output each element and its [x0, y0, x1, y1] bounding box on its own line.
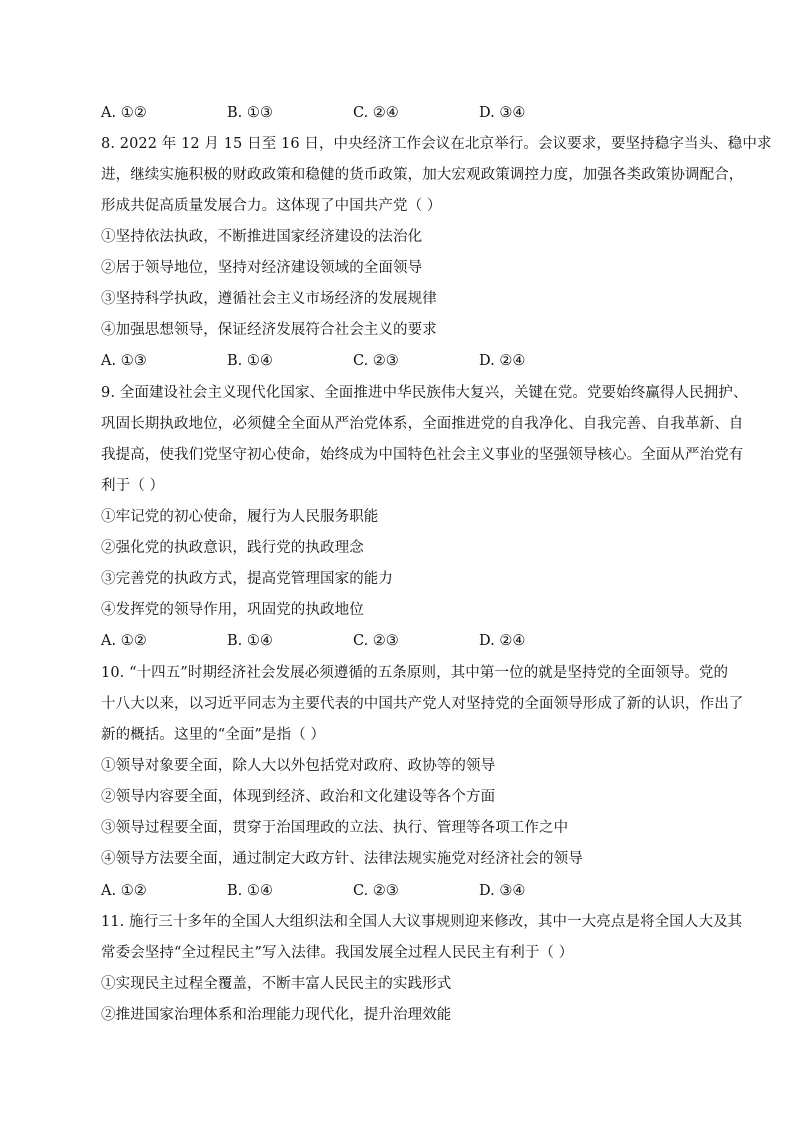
q9-stem-line-2: 巩固长期执政地位，必须健全全面从严治党体系，全面推进党的自我净化、自我完善、自我革新、自 [101, 416, 744, 432]
q8-item-2: ②居于领导地位，坚持对经济建设领域的全面领导 [101, 260, 423, 276]
q8-item-1: ①坚持依法执政，不断推进国家经济建设的法治化 [101, 229, 423, 245]
q10-options [101, 881, 701, 901]
q10-stem-line-1: 10. “十四五”时期经济社会发展必须遵循的五条原则，其中第一位的就是坚持党的全面领导。党的 [101, 665, 729, 681]
q10-stem-line-2: 十八大以来，以习近平同志为主要代表的中国共产党人对坚持党的全面领导形成了新的认识，作出了 [101, 696, 744, 712]
q9-item-4: ④发挥党的领导作用，巩固党的执政地位 [101, 602, 364, 618]
q9-option-d: D. ②④ [479, 633, 526, 649]
q7-option-b: B. ①③ [227, 105, 273, 121]
q8-item-3: ③坚持科学执政，遵循社会主义市场经济的发展规律 [101, 291, 437, 307]
q9-stem-line-1: 9. 全面建设社会主义现代化国家、全面推进中华民族伟大复兴，关键在党。党要始终赢得人民拥护、 [101, 385, 748, 401]
q11-item-2: ②推进国家治理体系和治理能力现代化，提升治理效能 [101, 1007, 452, 1023]
q8-options [101, 351, 701, 371]
q7-option-c: C. ②④ [353, 105, 399, 121]
q8-option-a: A. ①③ [101, 353, 147, 369]
q10-item-4: ④领导方法要全面，通过制定大政方针、法律法规实施党对经济社会的领导 [101, 851, 583, 867]
q8-item-4: ④加强思想领导，保证经济发展符合社会主义的要求 [101, 322, 437, 338]
q8-stem-line-3: 形成共促高质量发展合力。这体现了中国共产党（ ） [101, 198, 442, 214]
q11-stem-line-2: 常委会坚持“全过程民主”写入法律。我国发展全过程人民民主有利于（ ） [101, 945, 574, 961]
q9-stem-line-4: 利于（ ） [101, 478, 165, 494]
q9-stem-line-3: 我提高，使我们党坚守初心使命，始终成为中国特色社会主义事业的坚强领导核心。全面从严治党有 [101, 447, 744, 463]
q9-item-1: ①牢记党的初心使命，履行为人民服务职能 [101, 509, 379, 525]
q9-option-a: A. ①② [101, 633, 147, 649]
q10-option-d: D. ③④ [479, 883, 526, 899]
q8-option-d: D. ②④ [479, 353, 526, 369]
q7-options [101, 103, 701, 123]
q8-stem-line-2: 进，继续实施积极的财政政策和稳健的货币政策，加大宏观政策调控力度，加强各类政策协调配合， [101, 167, 744, 183]
q9-option-b: B. ①④ [227, 633, 273, 649]
q9-option-c: C. ②③ [353, 633, 399, 649]
q10-option-c: C. ②③ [353, 883, 399, 899]
q8-stem-line-1: 8. 2022 年 12 月 15 日至 16 日，中央经济工作会议在北京举行。会议要求，要坚持稳字当头、稳中求 [101, 136, 772, 152]
q11-stem-line-1: 11. 施行三十多年的全国人大组织法和全国人大议事规则迎来修改，其中一大亮点是将全国人大及其 [101, 914, 743, 930]
q10-option-b: B. ①④ [227, 883, 273, 899]
q8-option-c: C. ②③ [353, 353, 399, 369]
q7-option-a: A. ①② [101, 105, 147, 121]
q10-stem-line-3: 新的概括。这里的“全面”是指（ ） [101, 727, 326, 743]
q9-options [101, 631, 701, 651]
q10-item-3: ③领导过程要全面，贯穿于治国理政的立法、执行、管理等各项工作之中 [101, 820, 569, 836]
q10-item-2: ②领导内容要全面，体现到经济、政治和文化建设等各个方面 [101, 789, 496, 805]
q9-item-3: ③完善党的执政方式，提高党管理国家的能力 [101, 571, 393, 587]
q10-item-1: ①领导对象要全面，除人大以外包括党对政府、政协等的领导 [101, 758, 496, 774]
q10-option-a: A. ①② [101, 883, 147, 899]
q11-item-1: ①实现民主过程全覆盖，不断丰富人民民主的实践形式 [101, 976, 452, 992]
q8-option-b: B. ①④ [227, 353, 273, 369]
q7-option-d: D. ③④ [479, 105, 526, 121]
q9-item-2: ②强化党的执政意识，践行党的执政理念 [101, 540, 364, 556]
